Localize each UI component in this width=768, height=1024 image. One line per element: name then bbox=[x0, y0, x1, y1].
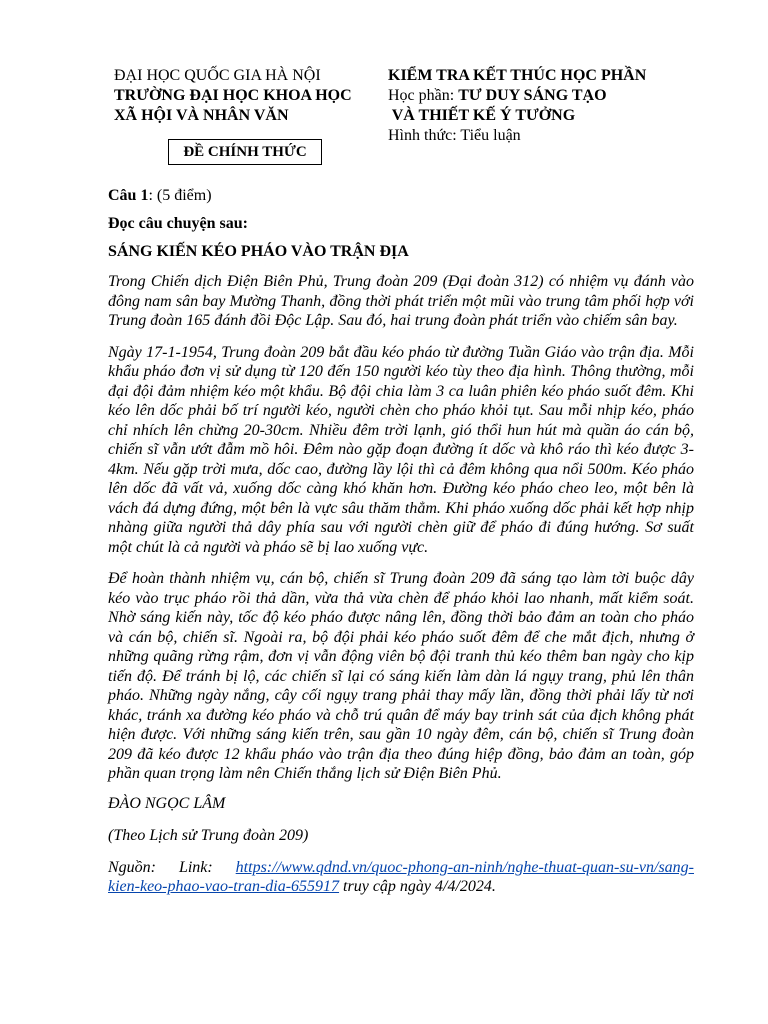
institution-block bbox=[114, 66, 384, 126]
source-citation bbox=[108, 858, 694, 897]
source-label: Nguồn: Link: bbox=[108, 858, 236, 876]
exam-title: KIỂM TRA KẾT THÚC HỌC PHẦN bbox=[388, 67, 647, 84]
source-accessed: truy cập ngày 4/4/2024. bbox=[339, 878, 496, 895]
question-instruction: Đọc câu chuyện sau: bbox=[108, 215, 249, 232]
question-number: Câu 1 bbox=[108, 187, 149, 204]
course-name: TƯ DUY SÁNG TẠO bbox=[458, 87, 607, 104]
story-paragraph-1: Trong Chiến dịch Điện Biên Phủ, Trung đoàn 209 (Đại đoàn 312) có nhiệm vụ đánh vào đông nam sân bay Mường Thanh, đồng thời phát triển một mũi vào trung tâm phối hợp với Trung đoàn 165 đánh đồi Độc Lập. Sau đó, hai trung đoàn phát triển vào chiếm sân bay. bbox=[108, 273, 694, 329]
story-paragraph-2: Ngày 17-1-1954, Trung đoàn 209 bắt đầu kéo pháo từ đường Tuần Giáo vào trận địa. Mỗi khẩu pháo đơn vị sử dụng từ 120 đến 150 người kéo tùy theo địa hình. Thông thường, mỗi đại đội đảm nhiệm kéo một khẩu. Bộ đội chia làm 3 ca luân phiên kéo pháo suốt đêm. Khi kéo lên dốc phải bố trí người kéo, người chèn cho pháo khỏi tụt. Sau mỗi nhịp kéo, pháo chỉ nhích lên chừng 20-30cm. Nhiều đêm trời lạnh, gió thổi hun hút mà quần áo cán bộ, chiến sĩ vẫn ướt đẫm mồ hôi. Đêm nào gặp đoạn đường ít dốc và khô ráo thì kéo được 3-4km. Nếu gặp trời mưa, dốc cao, đường lầy lội thì cả đêm không qua nổi 500m. Kéo pháo lên dốc đã vất vả, xuống dốc càng khó khăn hơn. Đường kéo pháo cheo leo, một bên là vách đá dựng đứng, một bên là vực sâu thăm thẳm. Khi pháo xuống dốc phải kết hợp nhịp nhàng giữa người thả dây phía sau với người chèn giữ để pháo đi đúng hướng. Sơ suất một chút là cả người và pháo sẽ bị lao xuống vực. bbox=[108, 343, 694, 556]
course-name-continued: VÀ THIẾT KẾ Ý TƯỞNG bbox=[388, 107, 576, 124]
story-title: SÁNG KIẾN KÉO PHÁO VÀO TRẬN ĐỊA bbox=[108, 243, 409, 260]
course-line bbox=[388, 86, 698, 106]
document-header bbox=[108, 66, 694, 186]
story-paragraph-3: Để hoàn thành nhiệm vụ, cán bộ, chiến sĩ Trung đoàn 209 đã sáng tạo làm tời buộc dây kéo vào trục pháo rồi thả dần, vừa thả vừa chèn để pháo khỏi lao nhanh, mất kiểm soát. Nhờ sáng kiến này, tốc độ kéo pháo được nâng lên, đồng thời bảo đảm an toàn cho pháo và cán bộ, chiến sĩ. Ngoài ra, bộ đội phải kéo pháo suốt đêm để che mắt địch, nhưng ở những quãng rừng rậm, đơn vị vẫn động viên bộ đội tranh thủ kéo thêm ban ngày cho kịp tiến độ. Để tránh bị lộ, các chiến sĩ lại có sáng kiến làm dàn lá ngụy trang, phủ lên thân pháo. Những ngày nắng, cây cối ngụy trang phải thay mấy lần, đồng thời phải lấy từ nơi khác, tránh xa đường kéo pháo và chỗ trú quân để máy bay trinh sát của địch không phát hiện được. Với những sáng kiến trên, sau gần 10 ngày đêm, cán bộ, chiến sĩ Trung đoàn 209 đã kéo được 12 khẩu pháo vào trận địa theo đúng hiệp đồng, bảo đảm an toàn, góp phần quan trọng làm nên Chiến thắng lịch sử Điện Biên Phủ. bbox=[108, 570, 694, 782]
source-link[interactable]: https://www.qdnd.vn/quoc-phong-an-ninh/nghe-thuat-quan-su-vn/sang-kien-keo-phao-vao-tran-dia-655917 bbox=[108, 858, 694, 895]
course-label: Học phần: bbox=[388, 87, 459, 104]
university-name: ĐẠI HỌC QUỐC GIA HÀ NỘI bbox=[114, 67, 321, 84]
official-exam-badge: ĐỀ CHÍNH THỨC bbox=[168, 139, 322, 165]
question-heading bbox=[108, 186, 694, 206]
exam-info-block bbox=[388, 66, 698, 146]
school-name-line2: XÃ HỘI VÀ NHÂN VĂN bbox=[114, 107, 289, 124]
story-credit: (Theo Lịch sử Trung đoàn 209) bbox=[108, 826, 309, 844]
question-points: : (5 điểm) bbox=[148, 187, 212, 204]
school-name-line1: TRƯỜNG ĐẠI HỌC KHOA HỌC bbox=[114, 87, 352, 104]
exam-form: Hình thức: Tiểu luận bbox=[388, 127, 521, 144]
story-author: ĐÀO NGỌC LÂM bbox=[108, 794, 226, 812]
document-page bbox=[108, 66, 694, 897]
